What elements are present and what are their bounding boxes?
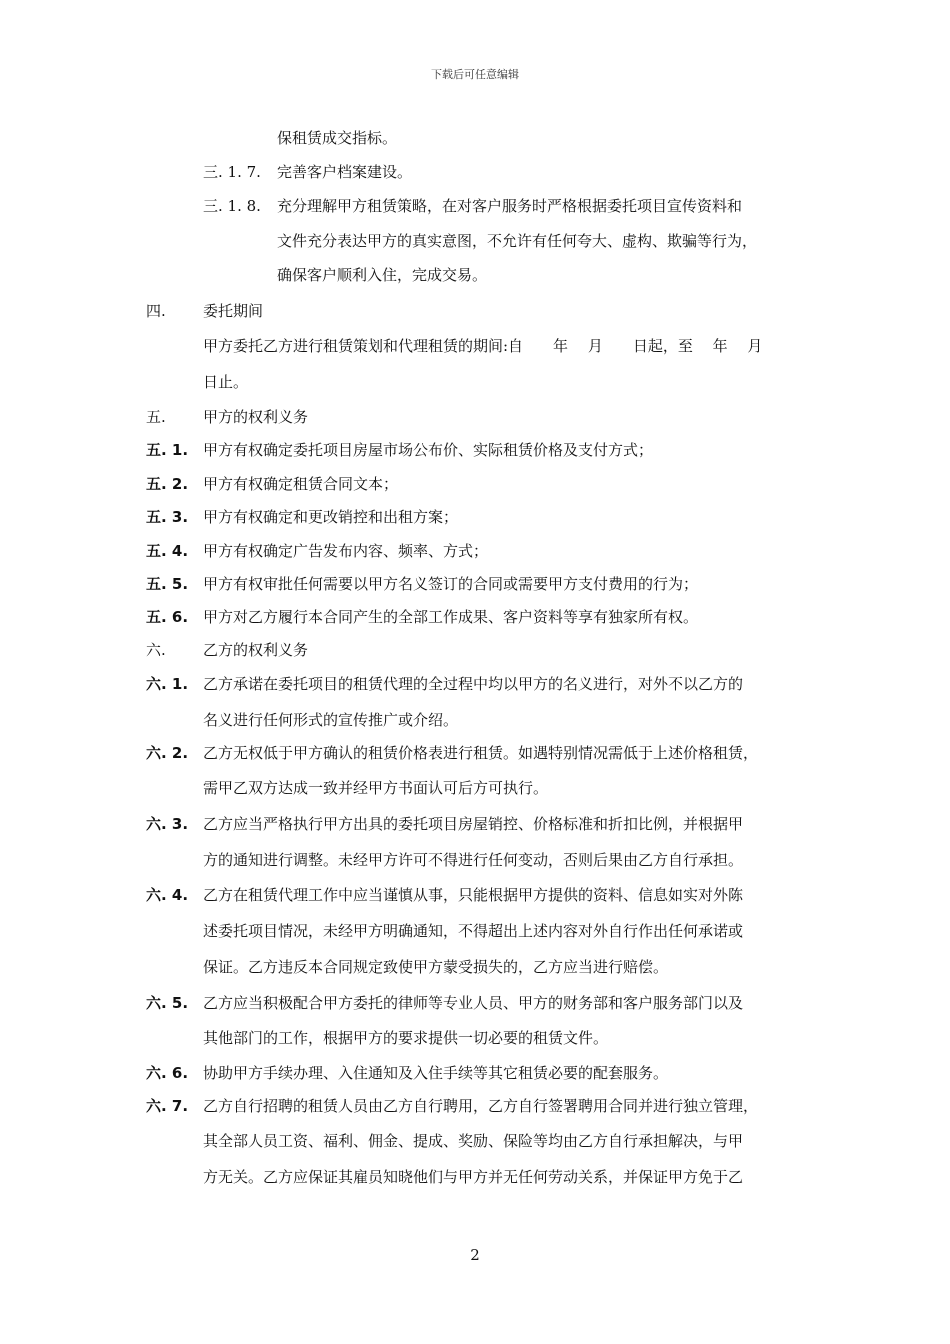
clause-text: 委托期间 <box>203 302 264 320</box>
clause-number: 五. 5. <box>146 575 189 593</box>
clause-text: 甲方有权确定租赁合同文本； <box>203 475 399 493</box>
clause-text: 乙方无权低于甲方确认的租赁价格表进行租赁。如遇特别情况需低于上述价格租赁， <box>203 744 759 762</box>
page-header: 下载后可任意编辑 <box>431 68 519 81</box>
clause-text: 保证。乙方违反本合同规定致使甲方蒙受损失的，乙方应当进行赔偿。 <box>203 958 669 976</box>
clause-number: 四. <box>146 302 166 320</box>
clause-text: 甲方委托乙方进行租赁策划和代理租赁的期间:自 年 月 日起，至 年 月 <box>203 337 763 355</box>
clause-text: 确保客户顺利入住，完成交易。 <box>277 266 488 284</box>
clause-number: 六. 1. <box>146 675 189 693</box>
clause-number: 六. 4. <box>146 886 189 904</box>
clause-number: 六. 3. <box>146 815 189 833</box>
clause-number: 五. <box>146 408 166 426</box>
clause-text: 方的通知进行调整。未经甲方许可不得进行任何变动，否则后果由乙方自行承担。 <box>203 851 744 869</box>
clause-text: 日止。 <box>203 373 249 391</box>
clause-number: 五. 4. <box>146 542 189 560</box>
clause-text: 甲方有权确定委托项目房屋市场公布价、实际租赁价格及支付方式； <box>203 441 654 459</box>
clause-text: 甲方的权利义务 <box>203 408 309 426</box>
clause-number: 六. 6. <box>146 1064 189 1082</box>
clause-text: 乙方应当严格执行甲方出具的委托项目房屋销控、价格标准和折扣比例，并根据甲 <box>203 815 744 833</box>
clause-text: 乙方应当积极配合甲方委托的律师等专业人员、甲方的财务部和客户服务部门以及 <box>203 994 744 1012</box>
clause-text: 需甲乙双方达成一致并经甲方书面认可后方可执行。 <box>203 779 549 797</box>
clause-text: 其全部人员工资、福利、佣金、提成、奖励、保险等均由乙方自行承担解决，与甲 <box>203 1132 744 1150</box>
clause-text: 乙方自行招聘的租赁人员由乙方自行聘用，乙方自行签署聘用合同并进行独立管理， <box>203 1097 759 1115</box>
clause-text: 完善客户档案建设。 <box>277 163 413 181</box>
page-number: 2 <box>470 1246 480 1264</box>
clause-text: 文件充分表达甲方的真实意图，不允许有任何夸大、虚构、欺骗等行为， <box>277 232 758 250</box>
clause-number: 三. 1. 8. <box>203 197 261 215</box>
clause-text: 其他部门的工作，根据甲方的要求提供一切必要的租赁文件。 <box>203 1029 609 1047</box>
clause-text: 乙方承诺在委托项目的租赁代理的全过程中均以甲方的名义进行，对外不以乙方的 <box>203 675 744 693</box>
clause-number: 五. 1. <box>146 441 189 459</box>
clause-text: 充分理解甲方租赁策略，在对客户服务时严格根据委托项目宣传资料和 <box>277 197 743 215</box>
clause-number: 五. 3. <box>146 508 189 526</box>
clause-number: 六. <box>146 641 166 659</box>
clause-text: 乙方在租赁代理工作中应当谨慎从事，只能根据甲方提供的资料、信息如实对外陈 <box>203 886 744 904</box>
clause-text: 甲方有权审批任何需要以甲方名义签订的合同或需要甲方支付费用的行为； <box>203 575 699 593</box>
clause-text: 保租赁成交指标。 <box>277 129 398 147</box>
clause-text: 乙方的权利义务 <box>203 641 309 659</box>
clause-number: 六. 7. <box>146 1097 189 1115</box>
clause-number: 六. 5. <box>146 994 189 1012</box>
clause-number: 五. 6. <box>146 608 189 626</box>
clause-number: 五. 2. <box>146 475 189 493</box>
clause-text: 协助甲方手续办理、入住通知及入住手续等其它租赁必要的配套服务。 <box>203 1064 669 1082</box>
clause-text: 方无关。乙方应保证其雇员知晓他们与甲方并无任何劳动关系，并保证甲方免于乙 <box>203 1168 744 1186</box>
clause-text: 甲方有权确定广告发布内容、频率、方式； <box>203 542 489 560</box>
clause-text: 甲方有权确定和更改销控和出租方案； <box>203 508 459 526</box>
clause-text: 甲方对乙方履行本合同产生的全部工作成果、客户资料等享有独家所有权。 <box>203 608 699 626</box>
clause-text: 述委托项目情况，未经甲方明确通知，不得超出上述内容对外自行作出任何承诺或 <box>203 922 744 940</box>
clause-text: 名义进行任何形式的宣传推广或介绍。 <box>203 711 459 729</box>
clause-number: 六. 2. <box>146 744 189 762</box>
clause-number: 三. 1. 7. <box>203 163 261 181</box>
